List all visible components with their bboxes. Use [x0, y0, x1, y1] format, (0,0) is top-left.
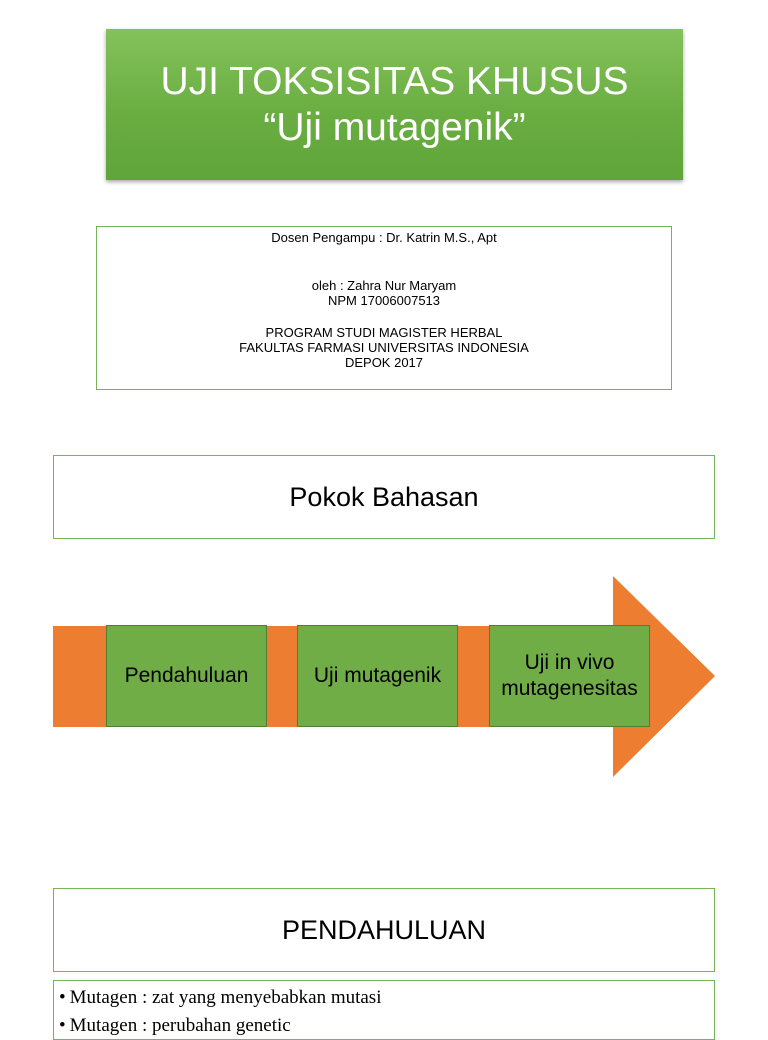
step-uji-in-vivo: Uji in vivo mutagenesitas	[489, 625, 650, 727]
title-subtitle: “Uji mutagenik”	[263, 105, 526, 149]
place-year-text: DEPOK 2017	[344, 355, 424, 370]
pendahuluan-label: PENDAHULUAN	[281, 914, 487, 945]
title-main: UJI TOKSISITAS KHUSUS	[160, 59, 629, 103]
bullet-icon: •	[59, 1015, 66, 1036]
bullet-icon: •	[59, 987, 66, 1008]
title-banner	[106, 29, 683, 180]
pokok-bahasan-heading	[53, 455, 715, 539]
pendahuluan-content	[53, 980, 715, 1040]
npm-text: NPM 17006007513	[327, 293, 441, 308]
pokok-bahasan-label: Pokok Bahasan	[289, 481, 479, 512]
list-item: • Mutagen : zat yang menyebabkan mutasi	[59, 987, 382, 1008]
pendahuluan-heading	[53, 888, 715, 972]
lecturer-text: Dosen Pengampu : Dr. Katrin M.S., Apt	[271, 230, 497, 245]
step-pendahuluan: Pendahuluan	[106, 625, 267, 727]
info-box	[96, 226, 672, 390]
list-item: • Mutagen : perubahan genetic	[59, 1015, 291, 1036]
step-uji-mutagenik: Uji mutagenik	[297, 625, 458, 727]
author-text: oleh : Zahra Nur Maryam	[311, 278, 457, 293]
faculty-text: FAKULTAS FARMASI UNIVERSITAS INDONESIA	[239, 340, 529, 355]
program-text: PROGRAM STUDI MAGISTER HERBAL	[265, 325, 503, 340]
